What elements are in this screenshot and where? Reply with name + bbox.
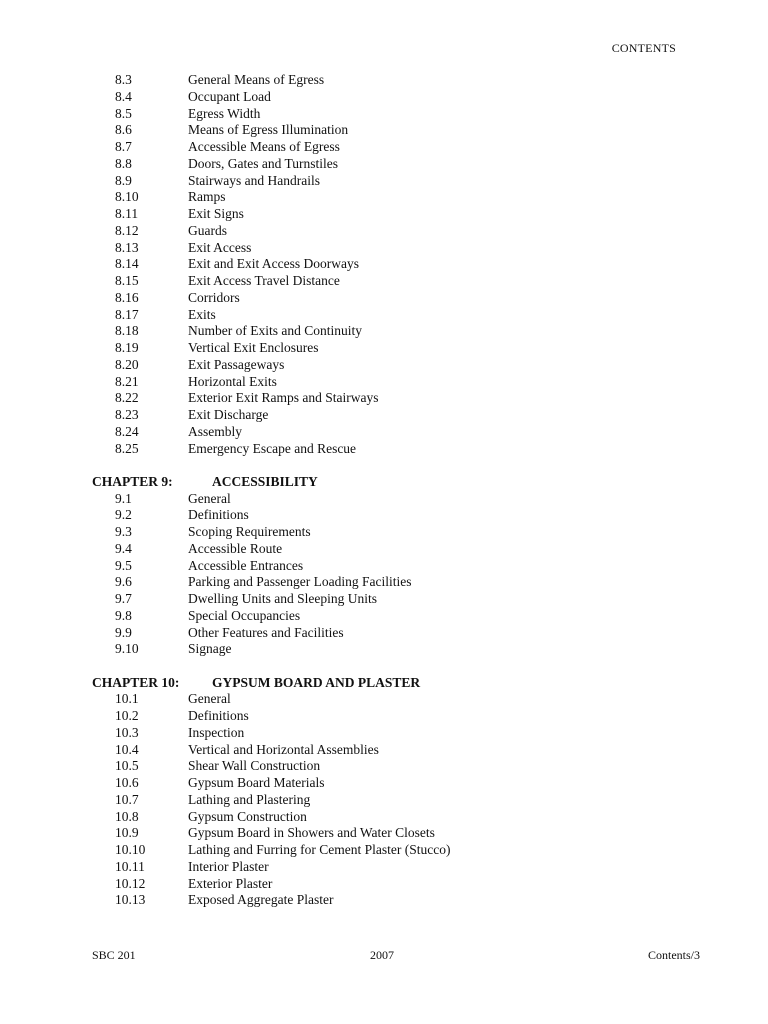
section-title: Exit Discharge: [188, 407, 269, 422]
section-title: Stairways and Handrails: [188, 172, 320, 188]
section-number: 8.23: [115, 407, 139, 422]
toc-entry: [92, 842, 712, 859]
section-number: 8.9: [115, 172, 132, 188]
toc-entry: [92, 424, 712, 441]
toc-entry: [92, 307, 712, 324]
section-number: 10.7: [115, 791, 139, 807]
section-title: Vertical Exit Enclosures: [188, 340, 319, 355]
section-number: 8.10: [115, 189, 139, 205]
toc-entry: [92, 507, 712, 524]
toc-entry: [92, 558, 712, 575]
section-number: 10.8: [115, 808, 139, 824]
toc-section: [92, 72, 712, 457]
section-number: 8.8: [115, 155, 132, 171]
section-number: 10.9: [115, 825, 139, 841]
section-number: 8.4: [115, 88, 132, 104]
section-title: Other Features and Facilities: [188, 624, 344, 640]
section-title: Accessible Route: [188, 540, 283, 556]
section-title: Ramps: [188, 189, 226, 205]
section-number: 10.2: [115, 708, 139, 723]
toc-entry: [92, 273, 712, 290]
section-title: Exits: [188, 306, 216, 322]
toc-section: [92, 675, 712, 910]
section-title: Vertical and Horizontal Assemblies: [188, 741, 379, 757]
section-number: 10.5: [115, 758, 139, 774]
section-number: 8.22: [115, 390, 139, 406]
toc-entry: [92, 809, 712, 826]
section-number: 8.13: [115, 239, 139, 255]
section-number: 10.13: [115, 892, 146, 908]
section-title: Shear Wall Construction: [188, 758, 321, 774]
section-number: 8.24: [115, 423, 139, 439]
toc-entry: [92, 859, 712, 876]
section-title: Gypsum Construction: [188, 808, 307, 824]
section-number: 9.1: [115, 490, 132, 506]
toc-entry: [92, 708, 712, 725]
section-number: 8.12: [115, 222, 139, 238]
section-title: Means of Egress Illumination: [188, 122, 349, 138]
section-number: 10.4: [115, 741, 139, 757]
section-title: Special Occupancies: [188, 607, 301, 623]
section-number: 10.6: [115, 775, 139, 790]
section-title: Assembly: [188, 423, 242, 439]
toc-entry: [92, 173, 712, 190]
section-number: 10.12: [115, 875, 146, 891]
toc-entry: [92, 139, 712, 156]
table-of-contents: [92, 72, 712, 909]
toc-entry: [92, 122, 712, 139]
toc-entry: [92, 625, 712, 642]
section-title: Scoping Requirements: [188, 524, 311, 539]
toc-entry: [92, 892, 712, 909]
section-title: Exit Passageways: [188, 356, 285, 372]
section-title: Corridors: [188, 289, 240, 305]
toc-entry: [92, 825, 712, 842]
section-title: Exit Signs: [188, 206, 244, 221]
section-title: Definitions: [188, 507, 249, 523]
toc-entry: [92, 106, 712, 123]
section-title: Horizontal Exits: [188, 373, 277, 389]
toc-entry: [92, 374, 712, 391]
section-number: 8.16: [115, 289, 139, 305]
chapter-heading: [92, 675, 712, 692]
section-title: Number of Exits and Continuity: [188, 323, 362, 339]
section-number: 10.11: [115, 858, 145, 874]
toc-entry: [92, 641, 712, 658]
section-number: 9.4: [115, 540, 132, 556]
section-number: 8.18: [115, 323, 139, 339]
section-title: Lathing and Furring for Cement Plaster (Stucco): [188, 842, 451, 857]
section-title: General: [188, 691, 231, 707]
section-title: Gypsum Board in Showers and Water Closets: [188, 825, 435, 841]
toc-entry: [92, 340, 712, 357]
chapter-number: CHAPTER 10:: [92, 674, 180, 690]
section-title: Exit and Exit Access Doorways: [188, 256, 359, 272]
toc-entry: [92, 240, 712, 257]
section-title: Exit Access Travel Distance: [188, 273, 340, 288]
footer-code-name: SBC 201: [92, 948, 136, 962]
section-number: 8.21: [115, 373, 139, 389]
toc-entry: [92, 89, 712, 106]
toc-entry: [92, 206, 712, 223]
toc-entry: [92, 290, 712, 307]
footer-year: 2007: [370, 948, 394, 962]
section-title: Definitions: [188, 708, 249, 723]
toc-entry: [92, 608, 712, 625]
toc-entry: [92, 876, 712, 893]
section-number: 8.15: [115, 273, 139, 288]
toc-entry: [92, 491, 712, 508]
toc-entry: [92, 357, 712, 374]
toc-entry: [92, 691, 712, 708]
toc-entry: [92, 758, 712, 775]
section-title: Parking and Passenger Loading Facilities: [188, 574, 412, 590]
toc-section: [92, 474, 712, 658]
toc-entry: [92, 441, 712, 458]
toc-entry: [92, 323, 712, 340]
section-title: Accessible Means of Egress: [188, 139, 340, 154]
section-title: Gypsum Board Materials: [188, 775, 325, 790]
section-title: Guards: [188, 222, 227, 238]
chapter-heading: [92, 474, 712, 491]
footer-page-number: Contents/3: [647, 948, 700, 962]
chapter-title: ACCESSIBILITY: [212, 473, 318, 489]
toc-entry: [92, 775, 712, 792]
section-number: 9.7: [115, 591, 132, 606]
section-number: 10.10: [115, 842, 146, 857]
section-title: Occupant Load: [188, 88, 271, 104]
section-title: General: [188, 490, 231, 506]
section-number: 8.25: [115, 440, 139, 456]
section-number: 9.6: [115, 574, 132, 590]
toc-entry: [92, 223, 712, 240]
section-title: Exterior Exit Ramps and Stairways: [188, 390, 379, 406]
toc-entry: [92, 524, 712, 541]
toc-entry: [92, 390, 712, 407]
toc-entry: [92, 189, 712, 206]
toc-entry: [92, 72, 712, 89]
toc-entry: [92, 725, 712, 742]
section-number: 10.1: [115, 691, 139, 707]
section-title: Inspection: [188, 724, 245, 740]
section-number: 8.6: [115, 122, 132, 138]
section-number: 9.9: [115, 624, 132, 640]
section-number: 9.2: [115, 507, 132, 523]
section-number: 9.5: [115, 557, 132, 573]
section-title: Dwelling Units and Sleeping Units: [188, 591, 377, 606]
section-title: Interior Plaster: [188, 858, 269, 874]
section-number: 8.14: [115, 256, 139, 272]
section-number: 9.10: [115, 641, 139, 657]
section-title: Egress Width: [188, 105, 261, 121]
section-title: Exposed Aggregate Plaster: [188, 892, 334, 908]
chapter-title: GYPSUM BOARD AND PLASTER: [212, 674, 421, 690]
section-number: 9.8: [115, 607, 132, 623]
section-number: 8.17: [115, 306, 139, 322]
toc-entry: [92, 792, 712, 809]
section-number: 8.19: [115, 340, 139, 355]
section-number: 10.3: [115, 724, 139, 740]
section-title: Signage: [188, 641, 232, 657]
toc-entry: [92, 742, 712, 759]
section-title: Exit Access: [188, 239, 252, 255]
toc-entry: [92, 574, 712, 591]
section-number: 9.3: [115, 524, 132, 539]
toc-entry: [92, 407, 712, 424]
running-header: CONTENTS: [611, 41, 676, 55]
section-title: General Means of Egress: [188, 72, 325, 87]
toc-entry: [92, 156, 712, 173]
section-title: Emergency Escape and Rescue: [188, 440, 357, 456]
section-title: Lathing and Plastering: [188, 791, 311, 807]
section-number: 8.5: [115, 105, 132, 121]
section-number: 8.7: [115, 139, 132, 154]
toc-entry: [92, 541, 712, 558]
toc-entry: [92, 591, 712, 608]
section-title: Doors, Gates and Turnstiles: [188, 155, 339, 171]
section-number: 8.11: [115, 206, 139, 221]
chapter-number: CHAPTER 9:: [92, 473, 173, 489]
section-number: 8.3: [115, 72, 132, 87]
section-number: 8.20: [115, 356, 139, 372]
toc-entry: [92, 256, 712, 273]
section-title: Accessible Entrances: [188, 557, 304, 573]
section-title: Exterior Plaster: [188, 875, 273, 891]
